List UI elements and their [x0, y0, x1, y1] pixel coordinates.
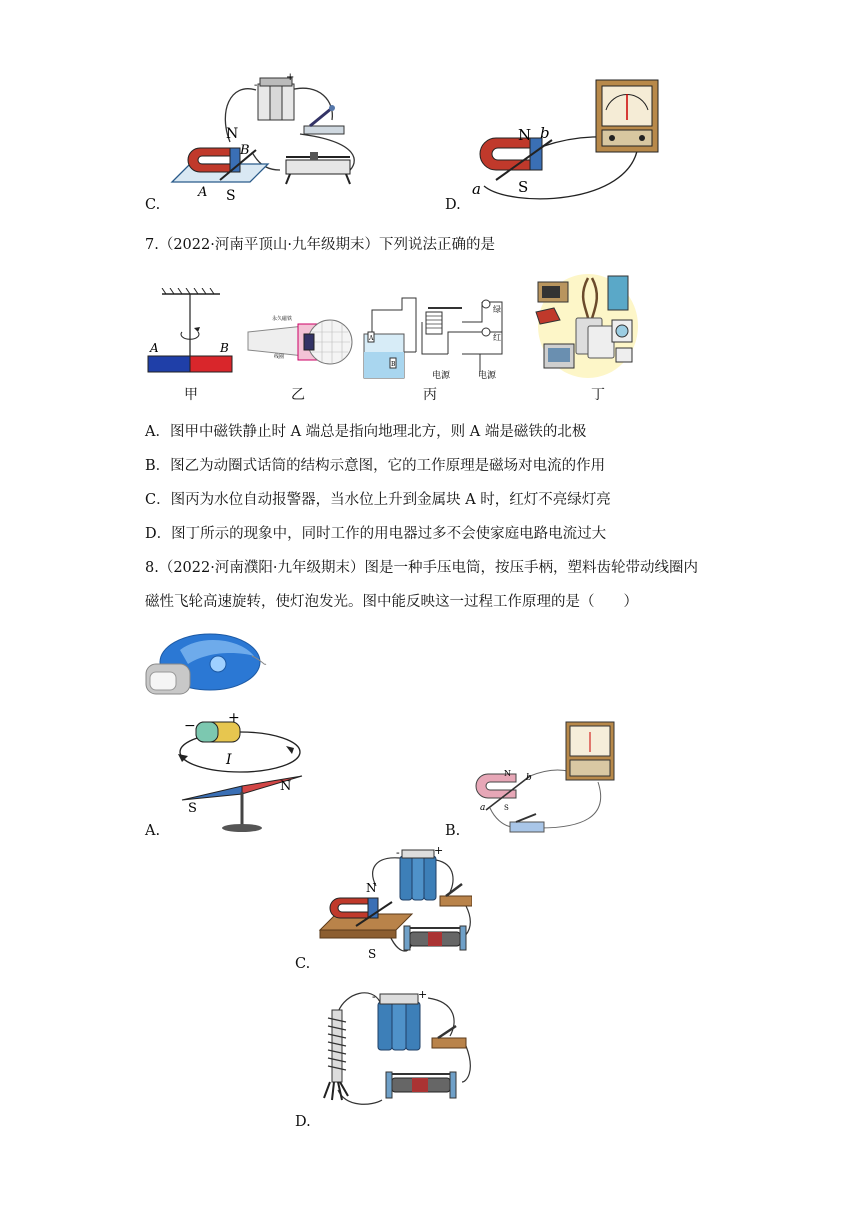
svg-text:+: +: [228, 710, 240, 726]
svg-text:+: +: [286, 72, 295, 83]
switch-icon: [304, 105, 344, 134]
svg-text:N: N: [366, 881, 377, 895]
microphone-icon: [248, 320, 352, 364]
option-d-label: D.: [445, 197, 461, 213]
svg-text:-: -: [254, 80, 258, 91]
q8-figure-c: [316, 846, 472, 962]
svg-text:I: I: [226, 752, 232, 768]
svg-text:永久磁铁: 永久磁铁: [272, 316, 293, 322]
top-figure-c: [160, 72, 370, 212]
q7-figure-jia: [140, 288, 240, 388]
svg-text:绿: 绿: [493, 305, 501, 314]
question-8-stem-line1: 8.（2022·河南濮阳·九年级期末）图是一种手压电筒，按压手柄，塑料齿轮带动线圈内: [145, 560, 698, 576]
rheostat-icon: [286, 152, 350, 184]
svg-text:A: A: [150, 341, 159, 355]
q7-figure-ding: [532, 268, 640, 380]
q8-option-a-label[interactable]: A.: [145, 823, 161, 839]
q8-option-c-label[interactable]: C.: [295, 956, 311, 972]
battery-icon: [258, 78, 294, 120]
battery-icon: [400, 850, 436, 900]
svg-text:+: +: [434, 846, 444, 857]
switch-icon: [440, 884, 472, 906]
bar-magnet-icon: [148, 356, 232, 372]
svg-text:红: 红: [493, 333, 501, 342]
q8-figure-d: [316, 982, 472, 1116]
galvanometer-figure-d: [460, 76, 670, 212]
circuit-figure-c: [160, 72, 370, 212]
q7-option-c[interactable]: C．图丙为水位自动报警器，当水位上升到金属块 A 时，红灯不亮绿灯亮: [145, 492, 611, 508]
svg-text:A: A: [198, 185, 208, 200]
svg-text:a: a: [480, 803, 486, 813]
q7-option-d[interactable]: D．图丁所示的现象中，同时工作的用电器过多不会使家庭电路电流过大: [145, 526, 607, 542]
figure-caption-jia: 甲: [184, 387, 198, 403]
svg-text:-: -: [396, 846, 400, 859]
galvanometer-icon: [566, 722, 614, 780]
q8-option-b-label[interactable]: B.: [445, 823, 461, 839]
rheostat-icon: [386, 1072, 456, 1098]
svg-text:-: -: [372, 990, 376, 1003]
question-8-stem-line2: 磁性飞轮高速旋转，使灯泡发光。图中能反映这一过程工作原理的是（ ）: [145, 594, 638, 610]
svg-text:N: N: [504, 769, 511, 778]
svg-text:A: A: [369, 335, 374, 342]
svg-text:−: −: [184, 718, 196, 734]
svg-text:a: a: [472, 180, 481, 198]
svg-text:S: S: [226, 188, 236, 204]
switch-icon: [432, 1026, 466, 1048]
svg-text:B: B: [220, 341, 229, 355]
svg-text:电源: 电源: [432, 371, 451, 381]
svg-text:线圈: 线圈: [274, 354, 285, 360]
question-7-stem: 7.（2022·河南平顶山·九年级期末）下列说法正确的是: [145, 237, 495, 253]
svg-text:N: N: [518, 126, 532, 144]
svg-text:电源: 电源: [478, 371, 497, 381]
q7-figure-bing: [362, 292, 514, 382]
top-figure-d: [460, 76, 670, 212]
figure-caption-bing: 丙: [423, 387, 437, 403]
hand-press-flashlight-image: [140, 620, 270, 704]
svg-text:b: b: [526, 773, 532, 783]
svg-text:B: B: [391, 361, 396, 368]
horseshoe-magnet-icon: [188, 148, 240, 172]
svg-text:S: S: [368, 947, 377, 961]
q7-figure-yi: [244, 300, 356, 384]
galvanometer-icon: [596, 80, 658, 152]
q8-figure-a: [170, 708, 310, 836]
rheostat-icon: [404, 926, 466, 950]
electromagnet-relay-icon: [426, 308, 462, 334]
q7-option-b[interactable]: B．图乙为动圈式话筒的结构示意图，它的工作原理是磁场对电流的作用: [145, 458, 606, 474]
figure-caption-ding: 丁: [591, 387, 605, 403]
battery-icon: [378, 994, 420, 1050]
svg-text:S: S: [504, 804, 509, 812]
q7-option-a[interactable]: A．图甲中磁铁静止时 A 端总是指向地理北方，则 A 端是磁铁的北极: [145, 424, 587, 440]
switch-icon: [510, 814, 544, 832]
svg-text:N: N: [226, 126, 239, 142]
option-c-label: C.: [145, 197, 161, 213]
q8-figure-b: [470, 718, 620, 842]
svg-text:N: N: [280, 779, 292, 794]
figure-caption-yi: 乙: [291, 387, 305, 403]
electromagnet-coil-icon: [324, 1010, 348, 1100]
q8-option-d-label[interactable]: D.: [295, 1114, 311, 1130]
svg-text:S: S: [518, 178, 529, 196]
svg-text:B: B: [240, 143, 250, 158]
svg-text:S: S: [188, 801, 197, 816]
svg-text:+: +: [418, 988, 428, 1001]
svg-text:b: b: [540, 124, 550, 142]
